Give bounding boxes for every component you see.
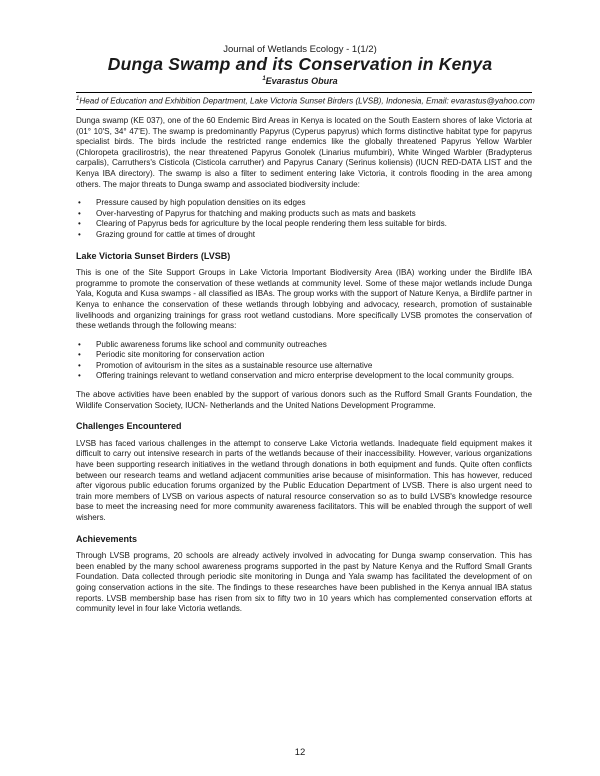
threats-list bbox=[76, 198, 532, 240]
bullet-icon: • bbox=[78, 350, 81, 360]
list-item: • Over-harvesting of Papyrus for thatching and making products such as mats and baskets bbox=[78, 208, 416, 218]
list-item: • Pressure caused by high population densities on its edges bbox=[78, 198, 306, 208]
affiliation bbox=[76, 96, 536, 106]
bullet-icon: • bbox=[78, 371, 81, 381]
affiliation-text: Head of Education and Exhibition Department, Lake Victoria Sunset Birders (LVSB), Indonesia, Email: evarastus@yahoo.com bbox=[79, 96, 535, 106]
challenges-paragraph: LVSB has faced various challenges in the attempt to conserve Lake Victoria wetlands. Inadequate field equipment makes it difficult to carry out intensive research in parts of the wetlands because of their inaccessibility. However, various organizations have been supporting research initiatives in the wetland through donations in both equipment and funds. Quite often conflicts between our research teams and wetland adjacent communities arise because of misinformation. This has however, reduced after vigorous public education forums organized by the Public Education Department of LVSB. There is also urgent need to train more members of LVSB on various aspects of natural resource conservation so as to build LVSB's knowledge resource base to meet the increasing need for more community awareness facilitators. This will be enabled through the support of well wishers. bbox=[76, 438, 532, 522]
article-body bbox=[76, 116, 532, 615]
author-name: Evarastus Obura bbox=[265, 76, 338, 86]
affiliation-superscript: 1 bbox=[76, 96, 80, 102]
bullet-icon: • bbox=[78, 339, 81, 349]
achievements-paragraph: Through LVSB programs, 20 schools are already actively involved in advocating for Dunga swamp conservation. This has been enabled by the many school awareness programs supported in the past by Nature Kenya and the Rufford Small Grants Foundation. Data collected through periodic site monitoring in Dunga and Yala swamp has facilitated the development of on going conservation actions in the site. The findings to these researches have been published in the Kenya annual IBA status reports. LVSB membership base has risen from six to fifty two in 10 years which has complemented conservation efforts at community level in four lake Victoria wetlands. bbox=[76, 551, 532, 614]
author-line bbox=[0, 76, 600, 86]
list-item: • Offering trainings relevant to wetland conservation and micro enterprise development to the local community groups. bbox=[78, 371, 515, 381]
intro-paragraph: Dunga swamp (KE 037), one of the 60 Endemic Bird Areas in Kenya is located on the South Eastern shores of lake Victoria at (01° 10'S, 34° 47'E). The swamp is predominantly Papyrus (Cyperus papyrus) which forms distinctive habitat type for papyrus specialist birds. The birds include the restricted range endemics like the globally threatened Papyrus Yellow Warbler (Chloropeta gracilirostris), the near threatened Papyrus Gonolek (Linarius mufumbiri), White Winged Warbler (Bradypterus carpalis), Carruthers's Cisticola (Cisticola carruther) and Papyrus Canary (Serinus koliensis) (IUCN RED-DATA LIST and the Kenya IBA directory). The swamp is also a filter to sediment entering lake Victoria, it controls flooding in the area among others. The major threats to Dunga swamp and associated biodiversity include: bbox=[76, 116, 532, 189]
lvsb-paragraph: This is one of the Site Support Groups in Lake Victoria Important Biodiversity Area (IBA) working under the Birdlife IBA programme to promote the conservation of these wetlands at community level. Some of these major wetlands include Dunga Yala, Koguta and Kusa swamps - all classified as IBAs. The group works with the support of Nature Kenya, a Birdlife partner in Kenya to enhance the conservation of these wetlands through lobbying and advocacy, research, promotion of sustainable livelihoods and organizing trainings for grass root wetland custodians. More specifically LVSB promotes the conservation of these wetlands through the following means: bbox=[76, 268, 532, 331]
bullet-icon: • bbox=[78, 219, 81, 229]
section-heading-achievements: Achievements bbox=[76, 533, 138, 544]
bullet-icon: • bbox=[78, 208, 81, 218]
list-item: • Promotion of avitourism in the sites as a sustainable resource use alternative bbox=[78, 360, 373, 370]
article-title: Dunga Swamp and its Conservation in Kenya bbox=[107, 54, 493, 74]
journal-header: Journal of Wetlands Ecology - 1(1/2) bbox=[223, 44, 377, 55]
affiliation-rule-top bbox=[76, 92, 532, 93]
list-item: • Public awareness forums like school and community outreaches bbox=[78, 339, 327, 349]
section-heading-challenges: Challenges Encountered bbox=[76, 421, 182, 432]
author-superscript: 1 bbox=[262, 76, 266, 82]
page-number: 12 bbox=[294, 747, 306, 758]
list-item: • Clearing of Papyrus beds for agriculture by the local people rendering them less suitable for birds. bbox=[78, 219, 447, 229]
bullet-icon: • bbox=[78, 360, 81, 370]
affiliation-rule-bottom bbox=[76, 109, 532, 110]
list-item: • Periodic site monitoring for conservation action bbox=[78, 350, 265, 360]
bullet-icon: • bbox=[78, 229, 81, 239]
bullet-icon: • bbox=[78, 198, 81, 208]
section-heading-lvsb: Lake Victoria Sunset Birders (LVSB) bbox=[76, 250, 231, 261]
means-list bbox=[76, 340, 532, 382]
list-item: • Grazing ground for cattle at times of drought bbox=[78, 229, 255, 239]
support-paragraph: The above activities have been enabled by the support of various donors such as the Rufford Small Grants Foundation, the Wildlife Conservation Society, IUCN- Netherlands and the United Nations Development Programme. bbox=[76, 390, 532, 410]
